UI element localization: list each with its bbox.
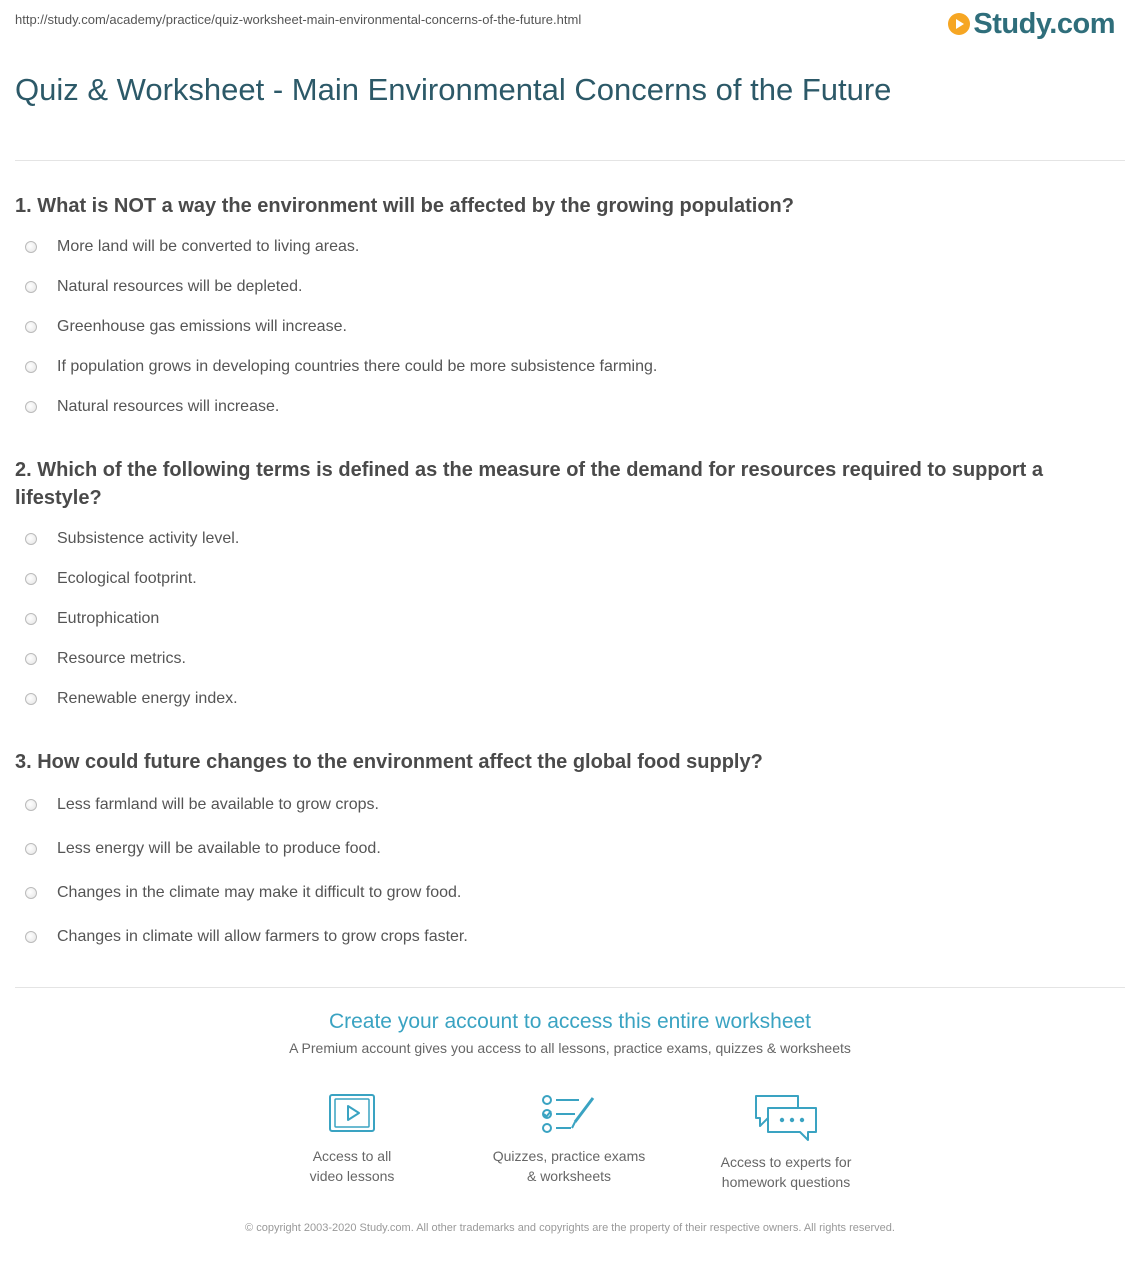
feature-video-lessons	[252, 1092, 452, 1186]
premium-description: A Premium account gives you access to all lessons, practice exams, quizzes & worksheets	[289, 1040, 851, 1056]
feature-label: Access to experts for homework questions	[720, 1154, 852, 1190]
radio-button[interactable]	[25, 931, 37, 943]
radio-button[interactable]	[25, 799, 37, 811]
option-label: Greenhouse gas emissions will increase.	[57, 318, 347, 335]
question-1-option-4[interactable]	[15, 355, 1115, 379]
questions-divider	[15, 987, 1125, 988]
radio-button[interactable]	[25, 533, 37, 545]
radio-button[interactable]	[25, 281, 37, 293]
radio-button[interactable]	[25, 573, 37, 585]
question-2-option-5[interactable]	[15, 687, 1115, 711]
radio-button[interactable]	[25, 241, 37, 253]
option-label: Natural resources will be depleted.	[57, 278, 303, 295]
option-label: If population grows in developing countries there could be more subsistence farming.	[57, 358, 658, 375]
question-3-option-3[interactable]	[15, 881, 1115, 905]
chat-bubbles-icon	[754, 1092, 818, 1142]
option-label: Subsistence activity level.	[57, 530, 240, 547]
option-label: Renewable energy index.	[57, 690, 238, 707]
option-label: Ecological footprint.	[57, 570, 197, 587]
question-1-option-1[interactable]	[15, 235, 1115, 259]
video-lesson-icon	[326, 1092, 378, 1136]
question-2-option-1[interactable]	[15, 527, 1115, 551]
page-title: Quiz & Worksheet - Main Environmental Concerns of the Future	[15, 72, 892, 107]
question-3: 3. How could future changes to the environment affect the global food supply?	[15, 751, 763, 773]
top-bar	[15, 0, 1125, 52]
radio-button[interactable]	[25, 843, 37, 855]
question-2-option-3[interactable]	[15, 607, 1115, 631]
feature-label: Access to all video lessons	[309, 1148, 395, 1184]
logo-text: Study.com	[973, 7, 1115, 40]
option-label: Eutrophication	[57, 610, 160, 627]
copyright-notice: © copyright 2003-2020 Study.com. All other trademarks and copyrights are the property of their respective owners. All rights reserved.	[245, 1222, 895, 1234]
option-label: Resource metrics.	[57, 650, 186, 667]
page-url[interactable]: http://study.com/academy/practice/quiz-worksheet-main-environmental-concerns-of-the-future.html	[15, 12, 582, 27]
title-divider	[15, 160, 1125, 161]
play-logo-icon	[948, 13, 970, 35]
question-1-option-5[interactable]	[15, 395, 1115, 419]
option-label: Less energy will be available to produce food.	[57, 840, 381, 857]
question-1-option-2[interactable]	[15, 275, 1115, 299]
radio-button[interactable]	[25, 401, 37, 413]
question-2-option-2[interactable]	[15, 567, 1115, 591]
question-1: 1. What is NOT a way the environment will be affected by the growing population?	[15, 195, 794, 217]
question-3-option-4[interactable]	[15, 925, 1115, 949]
option-label: More land will be converted to living areas.	[57, 238, 360, 255]
radio-button[interactable]	[25, 653, 37, 665]
option-label: Natural resources will increase.	[57, 398, 280, 415]
radio-button[interactable]	[25, 321, 37, 333]
option-label: Changes in climate will allow farmers to grow crops faster.	[57, 928, 468, 945]
feature-quizzes	[469, 1092, 669, 1186]
feature-experts	[686, 1092, 886, 1192]
radio-button[interactable]	[25, 613, 37, 625]
option-label: Changes in the climate may make it difficult to grow food.	[57, 884, 462, 901]
radio-button[interactable]	[25, 693, 37, 705]
study-logo[interactable]	[948, 6, 1115, 42]
question-3-option-2[interactable]	[15, 837, 1115, 861]
option-label: Less farmland will be available to grow crops.	[57, 796, 379, 813]
feature-label: Quizzes, practice exams & worksheets	[492, 1148, 646, 1184]
question-3-option-1[interactable]	[15, 793, 1115, 817]
quiz-checklist-icon	[541, 1092, 597, 1136]
radio-button[interactable]	[25, 361, 37, 373]
question-2: 2. Which of the following terms is defined as the measure of the demand for resources required to support a lifestyle?	[15, 459, 1043, 509]
question-1-option-3[interactable]	[15, 315, 1115, 339]
radio-button[interactable]	[25, 887, 37, 899]
question-2-option-4[interactable]	[15, 647, 1115, 671]
create-account-link[interactable]: Create your account to access this entire worksheet	[328, 1010, 812, 1033]
